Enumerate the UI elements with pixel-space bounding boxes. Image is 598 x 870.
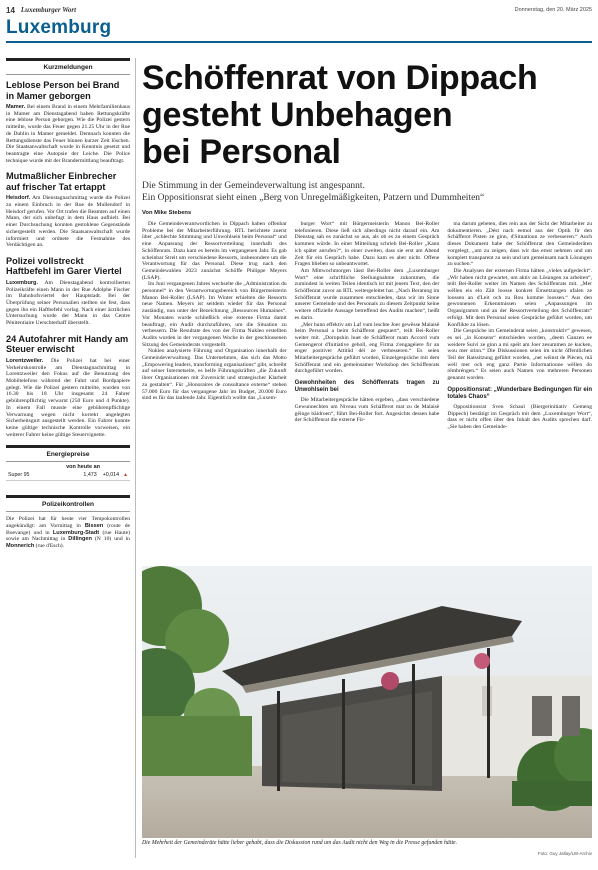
article-column [295, 221, 440, 431]
main-article [142, 58, 592, 431]
fuel-price-row [6, 470, 130, 481]
article-column [447, 221, 592, 431]
police-controls-text-part: (N 10) und in [91, 536, 130, 543]
news-brief-place: Lorentzweiler. [6, 357, 44, 364]
news-brief-place: Heisdorf. [6, 195, 31, 202]
column-divider [135, 58, 136, 858]
article-paragraph: Nukleo analysierte Führung und Organisation innerhalb der Gemeindeverwaltung. Das Unternehmen, das sich das Motto „Empowering leaders, transforming organisations“ gibt, schreibt auf seiner Internetseite, es helfe Führungskräften „die Zukunft ihrer Organisationen mit Zuversicht und strategischer Klarheit zu gestalten“. Für „Honoraires de consultance externe“ stehen 57.000 Euro für das vergangene Jahr im Budget, 20.000 Euro sind es für das laufende Jahr. Eigentlich wollte das „Luxem- [142, 348, 287, 402]
price-up-arrow-icon: ▲ [123, 472, 128, 479]
masthead-logo: Luxemburger Wort [20, 6, 77, 14]
article-paragraph: Die Gespräche im Gemeinderat seien „konstruktiv“ gewesen, es sei „in Konsens“ entschieden worden, „deem Ganzen ee weidere Suivi ze ginn a mi spéit am Joer zesummen ze kucken, wou mer stinn.“ Die Diskussionen seien im nicht öffentlichen Teil der Ratssitzung geführt worden, „net wéinst de Piècen, mä well mer och eng ganz Partie Informatioune wëllen do rëmbréngen.“ Es seien auch Namen von mehreren Personen genannt worden. [447, 328, 593, 382]
article-headline [142, 60, 592, 171]
news-brief [6, 171, 130, 249]
energy-prices-box [6, 445, 130, 481]
fuel-price: 1,473 [83, 472, 97, 479]
page-number: 14 [6, 5, 15, 15]
news-brief-body [6, 280, 130, 327]
energy-prices-heading: Energiepreise [6, 445, 130, 462]
news-brief-body [6, 358, 130, 438]
fuel-change: +0,014 [102, 472, 120, 479]
article-paragraph: ma darum gebeten, dies rein aus der Sicht der Mitarbeiter zu dokumentieren. „Dést nach eemol aus der Optik fir den Schäfferot Pisten ze ginn, d'Situatioun ze verbesseren.“ Auch dieses Dokument habe der Schöffenrat den Gemeinderäten vorgelegt, „um zu zeigen, dass wir das ernst nehmen und um komplett transparent zu sein und um gemeinsam nach Lösungen zu suchen.“ [447, 221, 593, 268]
article-paragraph: Am Mittwochmorgen lässt Bei-Roller dem „Luxemburger Wort“ eine schriftliche Stellungnahme zukommen, die zumindest in weiten Teilen identisch ist mit jenem Text, den der Schöffenrat zuvor an RTL weitergeleitet hat. „Nach Beratung im Schöffenrat wurde zusammen entschieden, dass wir im Sinne unserer Gemeinde und des Personals zu diesem Zeitpunkt keine weitere offizielle Aussage betreffend des Audits machen“, heißt es darin. [294, 267, 440, 321]
article-paragraph: Die Analysen der externen Firma hätten „vieles aufgedeckt“. „Wir haben nicht gewartet, um aktiv an Lösungen zu arbeiten“, teilt Bei-Roller weiter im Namen des Schöffenrats mit. „Mer wëllen eis elo Zäit loosse konkret Ëmsetzungen ufalen ze loossen an d'Leit och zu Rou komme loossen.“ Aus den gewonnenen Erkenntnissen seien „Anpassungen im Organigramm und an der Ressortverteilung des Schöffenrats“ erfolgt. Mit dem Personal seien Gespräche geführt worden, um Konflikte zu lösen. [447, 267, 593, 328]
photo-municipal-building-icon [142, 566, 592, 838]
article-paragraph: Im Juni vergangenen Jahres wechselte die „Administration du personnel“ in den Verantwortungsbereich von Bürgermeisterin Manon Bei-Roller (LSAP). Im Winter erhielten die Ressorts neue Namen. Meyers ist seitdem wieder für das Personal zuständig, nun unter der Bezeichnung „Ressources Humaines“. Vor Monaten wurde schließlich eine externe Firma damit beauftragt, ein Audit durchzuführen, um die Situation zu verbessern. Die Resultate des von der Firma Nukleo erstellten Audits wurden in der vergangenen Woche in der geschlossenen Sitzung des Gemeinderats vorgestellt. [142, 281, 287, 348]
news-brief-body [6, 195, 130, 249]
article-paragraph: „Mer hunn effektiv am Laf vum leschte Joer gewësse Malaisë beim Personal a beim Schäfferot gespuert“, teilt Bei-Roller weiter mit. „Doropshin huet de Schäfferot mam Accord vum Gemengerot d'Initiative geholl, eng Firma z'engagéiere fir an enger positiver Attitüd déi ze verbesseren.“ Es seien Mitarbeitergespräche geführt worden, Einzelgespräche mit dem Schöffenrat und ein gemeinsamer Workshop des Schöffenrats durchgeführt worden. [294, 321, 440, 375]
article-columns [142, 221, 592, 431]
article-column [142, 221, 287, 431]
briefs-heading: Kurzmeldungen [6, 58, 130, 75]
police-controls-text-part: Die Polizei hat für heute vier Tempokontrollen angekündigt: am Vormittag in [6, 516, 130, 530]
police-controls-box [6, 516, 130, 550]
police-controls-text [6, 516, 130, 550]
police-control-location: Bissen [84, 523, 104, 530]
news-brief-headline: 24 Autofahrer mit Handy am Steuer erwischt [6, 333, 129, 355]
subhead-line: Die Stimmung in der Gemeindeverwaltung ist angespannt. [142, 181, 365, 191]
police-controls-heading: Polizeikontrollen [6, 495, 130, 512]
photo-caption: Die Mehrheit der Gemeinderäte hätte lieber gehabt, dass die Diskussion rund um das Audit nicht den Weg in die Presse gefunden hätte. [142, 840, 458, 846]
news-brief-place: Luxemburg. [6, 279, 39, 286]
police-control-location: Dillingen [68, 536, 92, 543]
article-paragraph: Die Gemeindeverantwortlichen in Dippach haben offenbar Probleme bei der Mitarbeiterführung. RTL berichtete zuerst über „schlechte Stimmung und Unwohlsein beim Personal“ und eine Anpassung der Ressortverteilung innerhalb des Schöffenrats. Dazu kam es bereits im vergangenen Jahr. Es gab scheinbar Streit um verschiedene Ressorts, insbesondere um die Verantwortung für das Personal. Diese trug nach den Gemeindewahlen 2023 zunächst Schöffe Philippe Meyers (LSAP). [142, 221, 287, 281]
news-brief-headline: Leblose Person bei Brand in Mamer geborgen [6, 80, 120, 101]
police-controls-text-part: (route de Boevange) und in [6, 523, 131, 536]
news-brief-text: Die Polizei hat bei einer Verkehrskontrolle am Dienstagnachmittag in Lorentzweiler den Fokus auf die Benutzung des Mobiltelefons während der Fahrt und Bordpapiere gelegt. Wie die Polizei gestern mitteilte, wurden von 16.30 bis 18 Uhr insgesamt 24 Fahrer gebührenpflichtig verwarnt (250 Euro und 4 Punkte). In einem Fall musste eine gebührenpflichtige Verwarnung wegen nicht korrekt angelegten Sicherheitsgurt ausgestellt werden. Ein Fahrer konnte keine gültige technische Kontrolle vorweisen, ein weiterer Fahrer keine gültige Steuervignette. [6, 357, 130, 438]
police-control-location: Monnerich [6, 543, 35, 550]
article-intertitle: Gewohnheiten des Schöffenrats tragen zu Unwohlsein bei [294, 380, 440, 394]
section-rule [6, 41, 592, 43]
photo-credit: Foto: Guy Jallay/LW-Archiv [537, 851, 592, 856]
article-photo [142, 566, 592, 838]
news-list [6, 80, 130, 438]
energy-prices-subtitle: von heute an [66, 464, 100, 471]
news-brief-text: Am Dienstagabend kontrollierten Polizeikräfte einen Mann in der Rue Adolphe Fischer im Bahnhofsviertel der Hauptstadt. Bei der Überprüfung seiner Personalien stellten sie fest, dass gegen ihn ein Haftbefehl vorlag. Nach einer ärztlichen Untersuchung wurde der Mann in das Centre Pénitentiaire Uerschterhaff überstellt. [6, 279, 131, 327]
news-brief-place: Mamer. [6, 104, 26, 110]
page-header [6, 4, 592, 16]
subhead-line: Ein Oppositionsrat sieht einen „Berg von Unregelmäßigkeiten, Patzern und Dummheiten“ [142, 192, 485, 203]
police-controls-text-part: (rue Haute) sowie am Nachmittag in [6, 529, 130, 543]
news-brief-text: Am Dienstagnachmittag wurde die Polizei zu einem Einbruch in der Rue de Mullendorf in Heisdorf gerufen. Vor Ort trafen die Beamten auf einen Mann, der sich unbefugt in dem Haus aufhielt. Bei einer Durchsuchung konnten gestohlene Gegenstände sichergestellt werden. Die Staatsanwaltschaft wurde informiert und ordnete die Festnahme des Verdächtigen an. [6, 195, 130, 249]
news-brief-body [6, 104, 130, 164]
section-title: Luxemburg [6, 17, 112, 38]
article-intertitle: Oppositionsrat: „Wunderbare Bedingungen für ein totales Chaos“ [447, 386, 593, 400]
news-brief-headline: Mutmaßlicher Einbrecher auf frischer Tat ertappt [6, 171, 117, 192]
headline-line: gesteht Unbehagen [142, 96, 453, 134]
headline-line: Schöffenrat von Dippach [142, 59, 538, 97]
police-control-location: Luxemburg-Stadt [52, 529, 100, 536]
news-brief [6, 334, 130, 438]
issue-date: Donnerstag, den 20. März 2025 [514, 7, 592, 13]
headline-line: bei Personal [142, 133, 341, 171]
news-brief-text: Bei einem Brand in einem Mehrfamilienhaus in Mamer am Dienstagabend haben Rettungskräfte eine leblose Person geborgen. Wie die Polizei gestern mitteilte, wurde das Feuer gegen 21.25 Uhr in der Rue de Dublin in Mamer gemeldet. Demnach konnten die Rettungsdienste das Feuer binnen kurzer Zeit löschen. Die Staatsanwaltschaft wurde in Kenntnis gesetzt und beantragte eine Autopsie der Leiche. Die Police technique wurde mit der Brandermittlung beauftragt. [6, 104, 130, 164]
news-brief-headline: Polizei vollstreckt Haftbefehl im Garer Viertel [6, 255, 122, 277]
energy-prices-table [6, 470, 130, 481]
article-paragraph: burger Wort“ mit Bürgermeisterin Manon Bei-Roller telefonieren. Diese ließ sich allerdings nicht darauf ein. Am Dienstag sah es zunächst so aus, als ob es zu einem Gespräch kommen würde. In einer Mitteilung schrieb Bei-Roller „Kann ich später anrufen?“, in einer zweiten, dass sie erst am Abend Zeit für ein Gespräch habe. Dazu kam es aber nicht. Offene Fragen blieben so unbeantwortet. [294, 221, 440, 268]
article-paragraph: Oppositionsrat Sven Schaul (Biergerinitiativ Gemeng Dippech) bestätigt im Gespräch mit dem „Luxemburger Wort“, dass er nicht offen über den Inhalt des Audits sprechen darf. „Sie haben den Gemeinde- [447, 403, 593, 430]
sidebar-briefs [6, 58, 130, 557]
article-subhead [142, 181, 592, 204]
news-brief [6, 256, 130, 327]
news-brief [6, 80, 130, 164]
article-byline: Von Mike Stebens [142, 210, 192, 216]
article-paragraph: Die Mitarbeitergespräche hätten ergeben, „dass verschiedene Gewunnechten um Niveau vum Schäfferot mat zu de Malaisë gëinge bäidroen“, führt Bei-Roller fort. Angesichts dessen habe der Schöffenrat die externe Fir- [294, 397, 440, 424]
fuel-name: Super 95 [8, 472, 30, 479]
police-controls-text-part: (rue d'Esch). [34, 543, 65, 550]
